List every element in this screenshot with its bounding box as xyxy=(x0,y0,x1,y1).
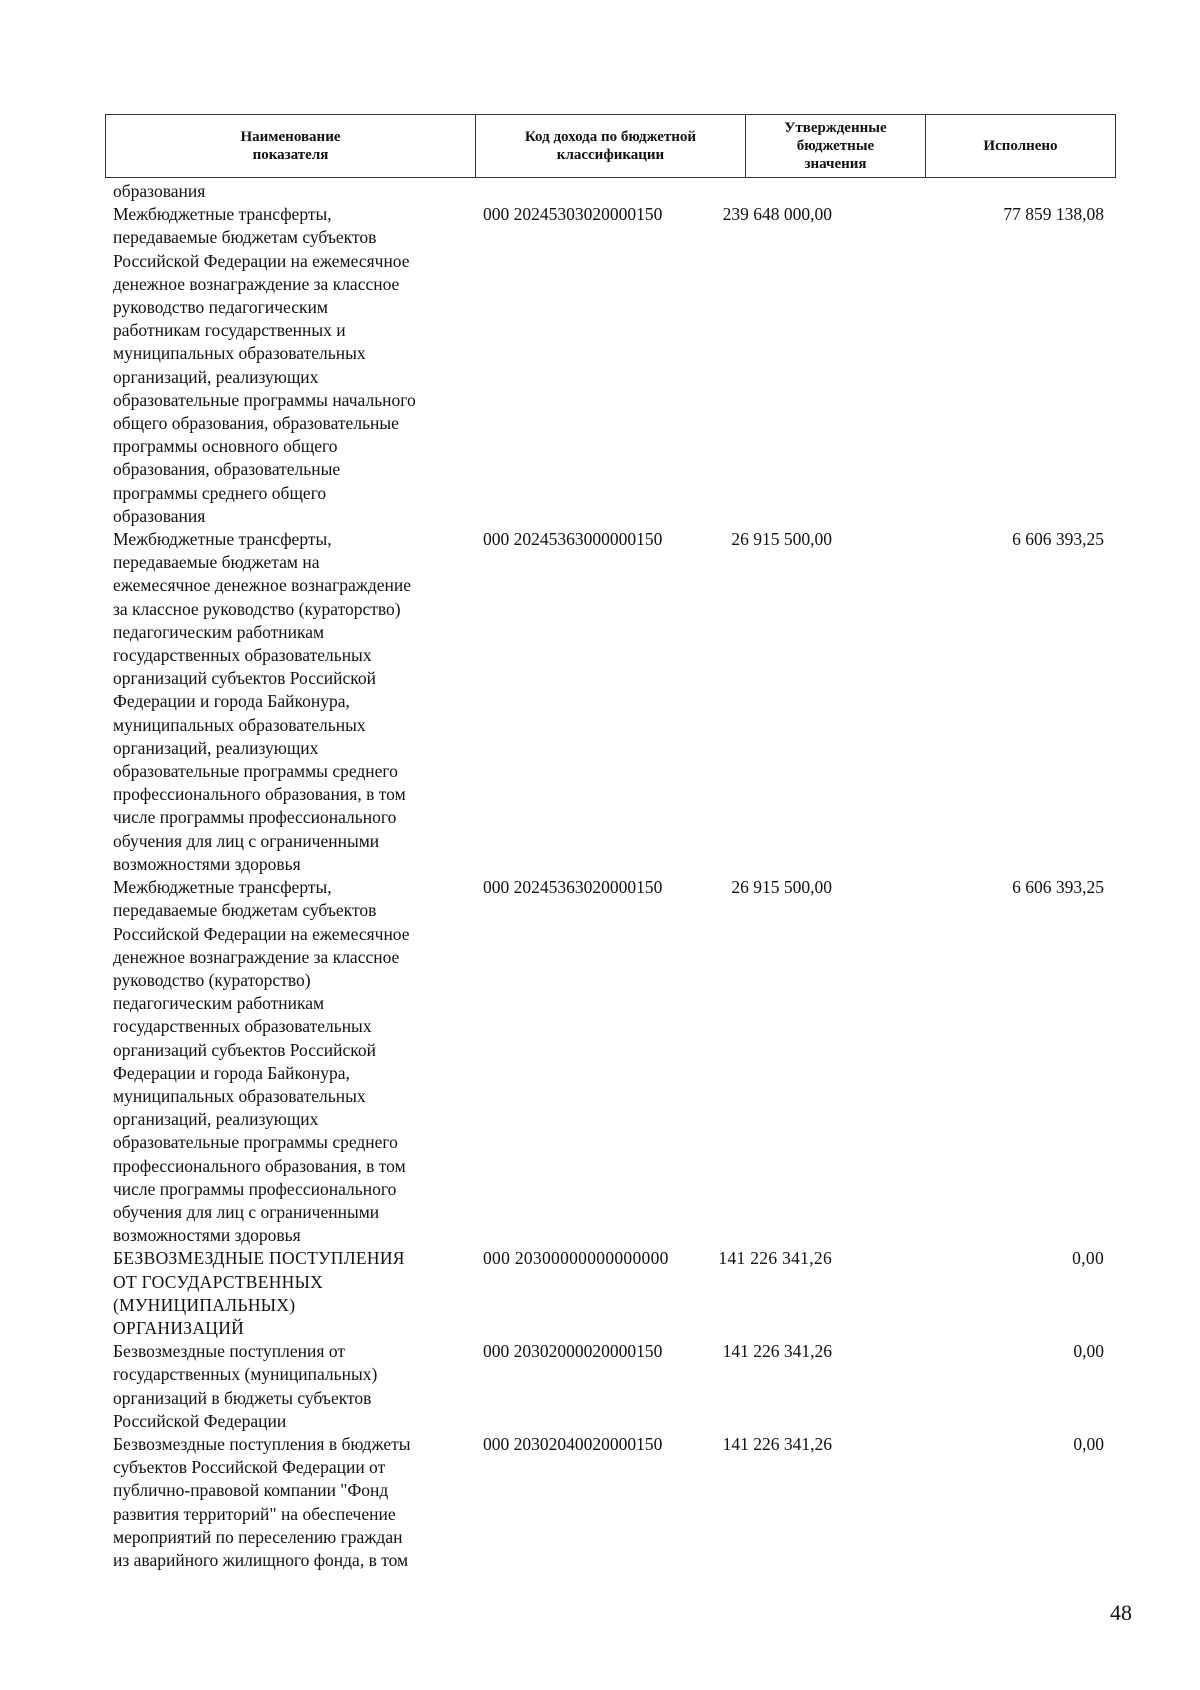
row-approved: 26 915 500,00 xyxy=(731,529,832,550)
row-name: Безвозмездные поступления в бюджеты субъектов Российской Федерации от публично-правовой компании "Фонд развития территорий" на обеспечение мероприятий по переселению граждан из аварийного жилищного фонда, в том xyxy=(113,1433,411,1570)
header-code-text: Код дохода по бюджетной классификации xyxy=(524,129,697,163)
row-approved: 141 226 341,26 xyxy=(722,1341,832,1362)
row-executed: 77 859 138,08 xyxy=(1003,204,1104,225)
header-name-text: Наименование показателя xyxy=(240,129,341,163)
row-code: 000 20300000000000000 xyxy=(483,1248,669,1269)
row-approved: 141 226 341,26 xyxy=(722,1433,832,1454)
row-name: Межбюджетные трансферты, передаваемые бюджетам субъектов Российской Федерации на ежемесячное денежное вознаграждение за классное руководство (кураторство) педагогическим работникам государственных образовательных организаций субъектов Российской Федерации и города Байконура, муниципальных образовательных организаций, реализующих образовательные программы среднего профессионального образования, в том числе программы профессионального обучения для лиц с ограниченными возможностями здоровья xyxy=(113,877,410,1246)
row-executed: 0,00 xyxy=(1073,1433,1104,1454)
header-executed-text: Исполнено xyxy=(983,138,1058,154)
row-executed: 6 606 393,25 xyxy=(1012,877,1104,898)
table-row xyxy=(105,528,1115,876)
row-approved: 239 648 000,00 xyxy=(722,204,832,225)
row-name: Безвозмездные поступления от государственных (муниципальных) организаций в бюджеты субъектов Российской Федерации xyxy=(113,1341,378,1431)
row-name: Межбюджетные трансферты, передаваемые бюджетам субъектов Российской Федерации на ежемесячное денежное вознаграждение за классное руководство педагогическим работникам государственных и муниципальных образовательных организаций, реализующих образовательные программы начального общего образования, образовательные программы основного общего образования, образовательные программы среднего общего образования xyxy=(113,204,416,526)
row-name: БЕЗВОЗМЕЗДНЫЕ ПОСТУПЛЕНИЯ ОТ ГОСУДАРСТВЕННЫХ (МУНИЦИПАЛЬНЫХ) ОРГАНИЗАЦИЙ xyxy=(113,1248,405,1338)
page-number: 48 xyxy=(1110,1600,1132,1625)
header-approved xyxy=(746,115,926,178)
table-row xyxy=(105,1247,1115,1340)
table-body xyxy=(105,180,1115,1572)
header-name xyxy=(106,115,476,178)
table-row xyxy=(105,876,1115,1247)
row-code: 000 20302000020000150 xyxy=(483,1341,663,1362)
row-name: образования xyxy=(113,181,206,201)
table-row xyxy=(105,203,1115,528)
row-approved: 141 226 341,26 xyxy=(718,1248,832,1269)
row-name: Межбюджетные трансферты, передаваемые бюджетам на ежемесячное денежное вознаграждение за классное руководство (кураторство) педагогическим работникам государственных образовательных организаций субъектов Российской Федерации и города Байконура, муниципальных образовательных организаций, реализующих образовательные программы среднего профессионального образования, в том числе программы профессионального обучения для лиц с ограниченными возможностями здоровья xyxy=(113,529,412,874)
header-executed xyxy=(926,115,1116,178)
row-code: 000 20245363020000150 xyxy=(483,877,663,898)
header-code xyxy=(476,115,746,178)
row-approved xyxy=(668,180,908,203)
row-executed: 0,00 xyxy=(1073,1341,1104,1362)
table-header xyxy=(105,114,1116,178)
row-approved: 26 915 500,00 xyxy=(731,877,832,898)
table-row xyxy=(105,1433,1115,1572)
table-row xyxy=(105,1340,1115,1433)
row-executed: 6 606 393,25 xyxy=(1012,529,1104,550)
row-code: 000 20245363000000150 xyxy=(483,529,663,550)
table-row xyxy=(105,180,1115,203)
row-code xyxy=(483,180,673,203)
row-executed: 0,00 xyxy=(1072,1248,1104,1269)
header-approved-text: Утвержденные бюджетные значения xyxy=(784,120,887,172)
row-code: 000 20245303020000150 xyxy=(483,204,663,225)
row-code: 000 20302040020000150 xyxy=(483,1433,663,1454)
row-executed xyxy=(908,180,1108,203)
